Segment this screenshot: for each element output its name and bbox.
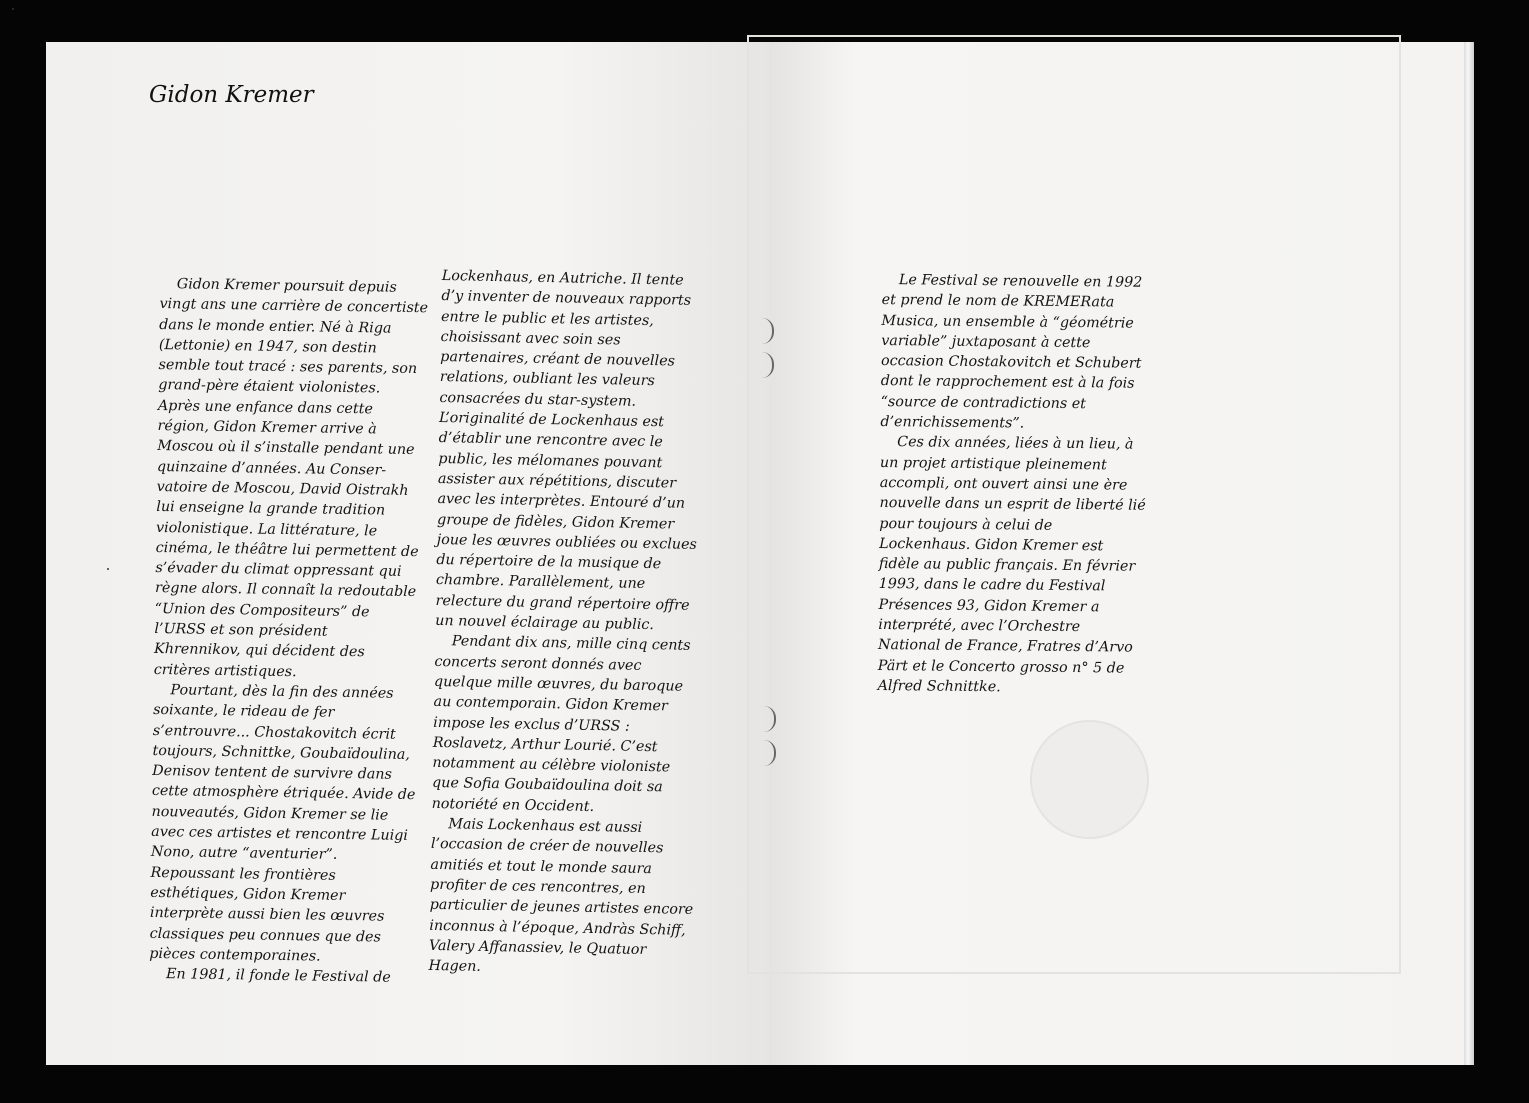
text-line: notoriété en Occident. xyxy=(431,795,595,815)
text-line: Alfred Schnittke. xyxy=(877,677,1001,696)
text-line: chambre. Parallèlement, une xyxy=(435,572,646,593)
show-through-photo xyxy=(1030,720,1149,839)
text-line: Denisov tentent de survivre dans xyxy=(152,763,393,783)
text-line: s’évader du climat oppressant qui xyxy=(155,560,402,580)
text-line: Après une enfance dans cette xyxy=(157,397,373,418)
text-line: Nono, autre “aventurier”. xyxy=(150,844,338,864)
text-line: public, les mélomanes pouvant xyxy=(438,450,663,471)
text-line: “Union des Compositeurs” de xyxy=(154,600,370,621)
text-line: En 1981, il fonde le Festival de xyxy=(165,966,391,986)
text-line: amitiés et tout le monde saura xyxy=(430,856,653,877)
text-line: profiter de ces rencontres, en xyxy=(429,876,646,897)
text-line: que Sofia Goubaïdoulina doit sa xyxy=(431,775,663,796)
text-line: Le Festival se renouvelle en 1992 xyxy=(898,272,1143,291)
text-line: Repoussant les frontières xyxy=(150,864,336,884)
text-line: National de France, Fratres d’Arvo xyxy=(877,637,1133,656)
text-line: accompli, ont ouvert ainsi une ère xyxy=(879,474,1128,494)
scan-speck xyxy=(107,568,109,570)
text-line: avec les interprètes. Entouré d’un xyxy=(437,491,686,512)
text-line: 1993, dans le cadre du Festival xyxy=(878,576,1106,595)
text-line: occasion Chostakovitch et Schubert xyxy=(880,353,1142,372)
text-column-1 xyxy=(149,274,429,989)
text-line: classiques peu connues que des xyxy=(149,925,382,946)
text-line: quinzaine d’années. Au Conser- xyxy=(156,458,387,479)
text-line: variable” juxtaposant à cette xyxy=(881,332,1091,352)
text-line: vatoire de Moscou, David Oistrakh xyxy=(156,478,409,499)
text-line: fidèle au public français. En février xyxy=(878,556,1136,575)
text-line: grand-père étaient violonistes. xyxy=(158,377,381,397)
text-line: Valery Affanassiev, le Quatuor xyxy=(428,937,647,958)
text-line: entre le public et les artistes, xyxy=(440,308,654,329)
text-line: pour toujours à celui de xyxy=(879,515,1053,534)
text-line: un nouvel éclairage au public. xyxy=(435,612,655,634)
text-column-3 xyxy=(878,270,1149,699)
text-line: toujours, Schnittke, Goubaïdoulina, xyxy=(152,742,411,763)
text-line: Hagen. xyxy=(428,957,482,975)
text-line: du répertoire de la musique de xyxy=(436,552,662,573)
text-line: et prend le nom de KREMERata xyxy=(881,292,1115,311)
text-line: d’enrichissements”. xyxy=(880,414,1025,432)
text-line: au contemporain. Gidon Kremer xyxy=(433,694,668,715)
text-line: “source de contradictions et xyxy=(880,393,1087,412)
text-line: choisissant avec soin ses xyxy=(440,328,621,349)
text-line: relecture du grand répertoire offre xyxy=(435,592,690,614)
text-line: Présences 93, Gidon Kremer a xyxy=(878,596,1100,616)
text-line: relations, oubliant les valeurs xyxy=(439,369,655,390)
text-line: s’entrouvre... Chostakovitch écrit xyxy=(152,722,396,743)
text-line: groupe de fidèles, Gidon Kremer xyxy=(436,511,675,533)
text-line: nouveautés, Gidon Kremer se lie xyxy=(151,803,389,824)
text-line: Pendant dix ans, mille cinq cents xyxy=(451,633,691,655)
text-line: soixante, le rideau de fer xyxy=(153,702,335,722)
text-line: interprète aussi bien les œuvres xyxy=(149,905,385,925)
text-line: notamment au célèbre violoniste xyxy=(432,755,671,776)
text-line: Pourtant, dès la fin des années xyxy=(170,682,394,702)
text-line: Khrennikov, qui décident des xyxy=(153,641,365,661)
text-line: Lockenhaus, en Autriche. Il tente xyxy=(441,267,684,289)
text-line: concerts seront donnés avec xyxy=(434,653,642,674)
text-line: lui enseigne la grande tradition xyxy=(156,499,386,519)
text-line: impose les exclus d’URSS : xyxy=(433,714,630,735)
text-line: joue les œuvres oubliées ou exclues xyxy=(436,531,698,553)
text-line: critères artistiques. xyxy=(153,661,297,680)
text-line: cette atmosphère étriquée. Avide de xyxy=(151,783,416,804)
text-line: particulier de jeunes artistes encore xyxy=(429,897,694,919)
text-line: cinéma, le théâtre lui permettent de xyxy=(155,539,419,560)
text-line: avec ces artistes et rencontre Luigi xyxy=(151,823,409,844)
text-line: esthétiques, Gidon Kremer xyxy=(150,884,346,904)
scan-speck xyxy=(12,8,14,10)
text-line: pièces contemporaines. xyxy=(149,945,321,965)
text-line: partenaires, créant de nouvelles xyxy=(440,349,676,370)
text-line: d’établir une rencontre avec le xyxy=(438,430,663,451)
text-line: dont le rapprochement est à la fois xyxy=(880,373,1135,393)
page-edge xyxy=(1464,42,1474,1065)
text-line: inconnus à l’époque, Andràs Schiff, xyxy=(429,917,686,939)
text-line: Roslavetz, Arthur Lourié. C’est xyxy=(432,734,658,756)
text-line: quelque mille œuvres, du baroque xyxy=(433,673,684,695)
text-line: Ces dix années, liées à un lieu, à xyxy=(897,434,1134,454)
text-line: L’originalité de Lockenhaus est xyxy=(438,410,665,431)
text-line: consacrées du star-system. xyxy=(439,389,637,410)
text-line: (Lettonie) en 1947, son destin xyxy=(158,336,377,357)
text-line: région, Gidon Kremer arrive à xyxy=(157,418,377,438)
text-line: l’occasion de créer de nouvelles xyxy=(430,836,664,857)
text-line: règne alors. Il connaît la redoutable xyxy=(154,580,417,601)
text-line: d’y inventer de nouveaux rapports xyxy=(441,288,692,310)
text-line: vingt ans une carrière de concertiste xyxy=(159,296,429,317)
text-line: Pärt et le Concerto grosso n° 5 de xyxy=(877,657,1125,677)
text-line: Gidon Kremer poursuit depuis xyxy=(176,276,397,296)
text-line: Lockenhaus. Gidon Kremer est xyxy=(879,535,1104,555)
text-line: Musica, un ensemble à “géométrie xyxy=(881,312,1134,332)
page-title: Gidon Kremer xyxy=(149,82,314,108)
text-line: interprété, avec l’Orchestre xyxy=(878,617,1081,636)
text-line: nouvelle dans un esprit de liberté lié xyxy=(879,495,1146,515)
text-line: violonistique. La littérature, le xyxy=(155,519,378,540)
text-column-2 xyxy=(428,266,705,981)
text-line: dans le monde entier. Né à Riga xyxy=(159,316,392,337)
text-line: assister aux répétitions, discuter xyxy=(437,470,677,492)
text-line: Mais Lockenhaus est aussi xyxy=(448,816,643,836)
text-line: Moscou où il s’installe pendant une xyxy=(157,438,415,459)
text-line: semble tout tracé : ses parents, son xyxy=(158,357,418,378)
text-line: un projet artistique pleinement xyxy=(879,454,1107,474)
text-line: l’URSS et son président xyxy=(154,621,328,640)
